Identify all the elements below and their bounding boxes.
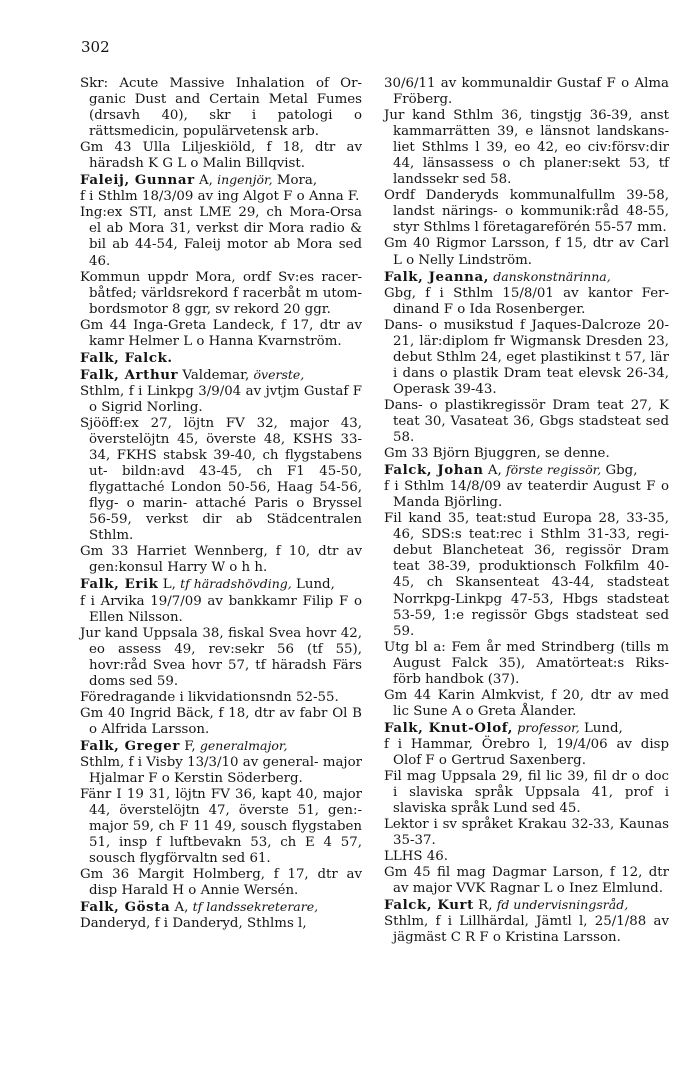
text-line: Sthlm, f i Lillhärdal, Jämtl l, 25/1/88 xyxy=(384,914,647,930)
text-paragraph xyxy=(384,188,669,236)
text-line: Ol B o Alfrida Larsson. xyxy=(89,705,362,737)
text-line: 44, länsassess o ch planer:sekt 53, tf xyxy=(393,156,669,172)
text-paragraph xyxy=(384,914,669,946)
text-line: lär i dans o plastik Dram teat elevsk xyxy=(393,349,670,381)
text-line: London 50-56, Haag 54-56, flyg- o marin- xyxy=(89,480,362,512)
text-line: f i Sthlm 18/3/09 av ing Algot F o xyxy=(80,189,305,205)
entry-given: Valdemar, xyxy=(178,367,254,383)
text-paragraph xyxy=(80,544,362,576)
text-paragraph xyxy=(80,270,362,318)
text-line: f i Hammar, Örebro l, 19/4/06 av disp xyxy=(384,736,669,752)
text-line: 20-21, lär:diplom fr Wigmansk Dresden xyxy=(393,317,669,349)
text-line: ganic Dust and Certain Metal Fumes xyxy=(89,92,362,108)
text-line: teat 38-39, produktionsch Folkfilm 40- xyxy=(393,559,669,575)
text-line: landst närings- o kommunik:råd 48-55, xyxy=(393,204,669,220)
text-line: överstelöjtn 45, överste 48, KSHS 33-34, xyxy=(89,432,362,464)
entry-header xyxy=(384,462,669,479)
text-line: populärvetensk arb. xyxy=(183,124,319,140)
left-column xyxy=(80,76,362,932)
text-paragraph xyxy=(384,817,669,849)
text-line: Gbg, f i Sthlm 15/8/01 av kantor Fer- xyxy=(384,285,669,301)
text-line: 51, insp f luftbevakn 53, ch E 4 57, xyxy=(89,835,362,851)
text-paragraph xyxy=(80,787,362,867)
text-paragraph xyxy=(384,76,669,108)
entry-header xyxy=(80,367,362,384)
text-line: el ab Mora 31, verkst dir Mora radio & xyxy=(89,221,362,237)
text-line: hovr:råd Svea hovr 57, tf häradsh Färs xyxy=(89,657,362,673)
text-line: Dans- o plastikregissör Dram teat 27, xyxy=(384,397,652,413)
text-line: av kamr Helmer L o Hanna Kvarnström. xyxy=(89,317,362,349)
entry-name: Falk, Gösta xyxy=(80,899,171,916)
text-line: Alma Fröberg. xyxy=(393,76,669,108)
text-line: Fänr I 19 31, löjtn FV 36, kapt 40, major xyxy=(80,787,362,803)
entry-name: Falk, Greger xyxy=(80,737,180,754)
text-line: Utg bl a: Fem år med Strindberg (tills xyxy=(384,639,651,655)
heading-text: Falk, Falck. xyxy=(80,349,173,366)
text-line: Skr: Acute Massive Inhalation of Or- xyxy=(80,76,362,91)
text-line: Fil mag Uppsala 29, fil lic 39, fil dr o xyxy=(384,769,640,785)
entry-header xyxy=(80,899,362,916)
text-paragraph xyxy=(80,384,362,416)
text-line: dinand F o Ida Rosenberger. xyxy=(393,301,586,317)
text-line: Norrkpg-Linkpg 47-53, Hbgs stadsteat xyxy=(393,591,669,607)
text-line: F o Ellen Nilsson. xyxy=(89,593,362,625)
text-paragraph xyxy=(384,849,669,865)
text-line: dir ab Städcentralen Sthlm. xyxy=(89,512,362,544)
entry-header xyxy=(384,897,669,914)
text-line: m August Falck 35), Amatörteat:s Riks- xyxy=(393,639,669,671)
entry-header xyxy=(80,172,362,189)
text-line: bildn:avd 43-45, ch F1 45-50, flygattaché xyxy=(89,464,362,496)
text-line: 26-34, Operask 39-43. xyxy=(393,365,669,397)
text-paragraph xyxy=(384,511,669,639)
text-paragraph xyxy=(384,236,669,268)
text-line: sed 58. xyxy=(393,413,669,446)
entry-name: Falk, Erik xyxy=(80,576,159,593)
text-line: 30/6/11 av kommunaldir Gustaf F o xyxy=(384,76,630,91)
text-line: Sjööff:ex 27, löjtn FV 32, major 43, xyxy=(80,415,362,431)
text-line: Dans- o musikstud f Jaques-Dalcroze xyxy=(384,317,641,333)
text-paragraph xyxy=(80,755,362,787)
text-line: f i Sthlm 14/8/09 av teaterdir August F xyxy=(384,479,656,495)
text-paragraph xyxy=(384,286,669,318)
text-paragraph xyxy=(384,318,669,398)
entry-given: L, xyxy=(158,577,181,593)
entry-name: Falck, Johan xyxy=(384,462,484,479)
text-line: Gm 43 Ulla Liljeskiöld, f 18, dtr av xyxy=(80,140,362,156)
text-line: F o Sigrid Norling. xyxy=(89,383,362,415)
text-paragraph xyxy=(384,108,669,188)
text-line: Danderyd, f i Danderyd, Sthlms l, xyxy=(80,916,307,932)
text-line: bil ab 44-54, Faleij motor ab Mora sed xyxy=(89,237,362,253)
text-line: Fil kand 35, teat:stud Europa 28, 33-35, xyxy=(384,511,669,527)
entry-name: Falk, Jeanna, xyxy=(384,268,489,285)
entry-given: A, xyxy=(170,900,193,916)
text-line: Gm 40 Ingrid Bäck, f 18, dtr av fabr xyxy=(80,705,328,721)
text-line: (drsavh 40), skr i patologi o rättsmedicin, xyxy=(89,108,362,140)
entry-header xyxy=(384,269,669,286)
entry-given: A, xyxy=(194,173,218,189)
text-line: Carl L o Nelly Lindström. xyxy=(393,236,669,268)
text-line: debut Blancheteat 36, regissör Dram xyxy=(393,543,669,559)
entry-title: generalmajor, xyxy=(199,737,288,753)
entry-given: F, xyxy=(179,738,200,754)
text-line: förb handbok (37). xyxy=(393,671,520,687)
text-paragraph xyxy=(80,76,362,140)
text-line: Anna F. xyxy=(308,189,360,205)
text-line: Gm 33 Harriet Wennberg, f 10, dtr av xyxy=(80,544,362,560)
text-line: 46. xyxy=(89,253,111,269)
text-line: kammarrätten 39, e länsnot landskans- xyxy=(393,124,669,140)
text-line: landssekr sed 58. xyxy=(393,172,512,188)
text-line: 42, eo assess 49, rev:sekr 56 (tf 55), xyxy=(89,625,362,657)
entry-name: Faleij, Gunnar xyxy=(80,172,195,189)
entry-title: professor, xyxy=(517,719,580,735)
text-line: doc i slaviska språk Uppsala 41, prof i xyxy=(393,769,669,801)
text-line: sousch flygförvaltn sed 61. xyxy=(89,851,271,867)
text-paragraph xyxy=(384,737,669,769)
text-line: bordsmotor 8 ggr, sv rekord 20 ggr. xyxy=(89,301,331,317)
text-line: dtr av major VVK Ragnar L o Inez xyxy=(393,865,669,897)
text-paragraph xyxy=(384,865,669,897)
text-line: Sthlm, f i Visby 13/3/10 av general- xyxy=(80,754,319,770)
section-heading xyxy=(80,350,362,367)
text-line: Sthlm, f i Linkpg 3/9/04 av jvtjm Gustaf xyxy=(80,383,349,399)
entry-title: ingenjör, xyxy=(217,172,273,188)
text-line: Ordf Danderyds kommunalfullm 39-58, xyxy=(384,188,669,204)
text-line: Gm 44 Karin Almkvist, f 20, dtr av xyxy=(384,687,634,703)
text-line: doms sed 59. xyxy=(89,673,179,689)
text-line: Gm 36 Margit Holmberg, f 17, dtr av xyxy=(80,867,362,883)
text-line: 45, ch Skansenteat 43-44, stadsteat xyxy=(393,575,669,591)
text-line: Kaunas 35-37. xyxy=(393,817,669,849)
text-paragraph xyxy=(80,690,362,706)
text-paragraph xyxy=(384,640,669,688)
text-line: FKHS stabsk 39-40, ch flygstabens ut- xyxy=(89,448,362,480)
text-line: 53-59, 1:e regissör Gbgs stadsteat sed 59. xyxy=(393,607,669,639)
text-line: 44, överstelöjtn 47, överste 51, gen:- xyxy=(89,803,362,819)
text-line: häradsh K G L o Malin Billqvist. xyxy=(89,156,305,172)
entry-place: Lund, xyxy=(579,720,623,736)
entry-title: förste regissör, xyxy=(505,462,602,478)
text-line: Gm 45 fil mag Dagmar Larson, f 12, xyxy=(384,865,643,881)
text-line: Elmlund. xyxy=(602,881,663,897)
text-paragraph xyxy=(384,479,669,511)
text-line: Föredragande i likvidationsndn 52-55. xyxy=(80,689,339,705)
text-paragraph xyxy=(80,140,362,172)
entry-place: Gbg, xyxy=(601,463,638,479)
right-column xyxy=(384,76,669,947)
entry-title: tf häradshövding, xyxy=(180,576,292,592)
text-line: Gm 44 Inga-Greta Landeck, f 17, dtr xyxy=(80,317,341,333)
text-paragraph xyxy=(384,688,669,720)
text-paragraph xyxy=(384,769,669,817)
entry-name: Falk, Arthur xyxy=(80,366,179,383)
text-paragraph xyxy=(80,706,362,738)
text-line: av jägmäst C R F o Kristina Larsson. xyxy=(393,914,669,946)
text-paragraph xyxy=(80,626,362,690)
page-number: 302 xyxy=(81,38,110,56)
text-paragraph xyxy=(80,594,362,626)
text-line: Gm 33 Björn Bjuggren, se denne. xyxy=(384,446,610,462)
text-line: o Manda Björling. xyxy=(393,479,669,511)
text-line: Kommun uppdr Mora, ordf Sv:es racer- xyxy=(80,269,362,285)
entry-header xyxy=(80,738,362,755)
entry-title: tf landssekreterare, xyxy=(192,899,319,915)
text-line: Lektor i sv språket Krakau 32-33, xyxy=(384,817,615,833)
text-line: major 59, ch F 11 49, sousch flygstaben xyxy=(89,819,362,835)
text-line: liet Sthlms l 39, eo 42, eo civ:försv:dir xyxy=(393,140,669,156)
entry-given: R, xyxy=(473,898,497,914)
entry-header xyxy=(384,720,669,737)
entry-place: Mora, xyxy=(272,173,318,189)
text-line: med lic Sune A o Greta Ålander. xyxy=(393,687,669,719)
entry-name: Falck, Kurt xyxy=(384,897,474,914)
entry-place: Lund, xyxy=(291,577,335,593)
text-line: Jur kand Uppsala 38, fiskal Svea hovr xyxy=(80,625,337,641)
text-line: Gm 40 Rigmor Larsson, f 15, dtr av xyxy=(384,236,635,252)
text-line: Ing:ex STI, anst LME 29, ch Mora-Orsa xyxy=(80,205,362,221)
entry-title: danskonstnärinna, xyxy=(493,268,611,284)
text-line: 46, SDS:s teat:rec i Sthlm 31-33, regi- xyxy=(393,527,669,543)
text-paragraph xyxy=(80,416,362,544)
text-line: f i Arvika 19/7/09 av bankkamr Filip xyxy=(80,593,334,609)
entry-header xyxy=(80,576,362,593)
text-line: slaviska språk Lund sed 45. xyxy=(393,801,581,817)
text-line: 23, debut Sthlm 24, eget plastikinst t 57, xyxy=(393,333,669,365)
text-paragraph xyxy=(80,916,362,932)
text-paragraph xyxy=(80,318,362,350)
entry-name: Falk, Knut-Olof, xyxy=(384,719,513,736)
text-line: disp Harald H o Annie Wersén. xyxy=(89,883,299,899)
text-line: båtfed; världsrekord f racerbåt m utom- xyxy=(89,285,362,301)
entry-title: överste, xyxy=(253,366,305,382)
text-line: K teat 30, Vasateat 36, Gbgs stadsteat xyxy=(393,397,669,429)
text-paragraph xyxy=(384,446,669,462)
text-line: Olof F o Gertrud Saxenberg. xyxy=(393,752,586,768)
text-line: major Hjalmar F o Kerstin Söderberg. xyxy=(89,754,362,787)
text-paragraph xyxy=(80,867,362,899)
entry-title: fd undervisningsråd, xyxy=(496,897,629,913)
text-paragraph xyxy=(80,205,362,269)
entry-given: A, xyxy=(483,463,506,479)
text-paragraph xyxy=(384,398,669,446)
text-line: Jur kand Sthlm 36, tingstjg 36-39, anst xyxy=(384,108,669,124)
text-line: LLHS 46. xyxy=(384,849,448,865)
text-line: styr Sthlms l företagareförén 55-57 mm. xyxy=(393,220,667,236)
text-line: gen:konsul Harry W o h h. xyxy=(89,560,268,576)
text-line: attaché Paris o Bryssel 56-59, verkst xyxy=(89,496,362,528)
text-paragraph xyxy=(80,189,362,205)
